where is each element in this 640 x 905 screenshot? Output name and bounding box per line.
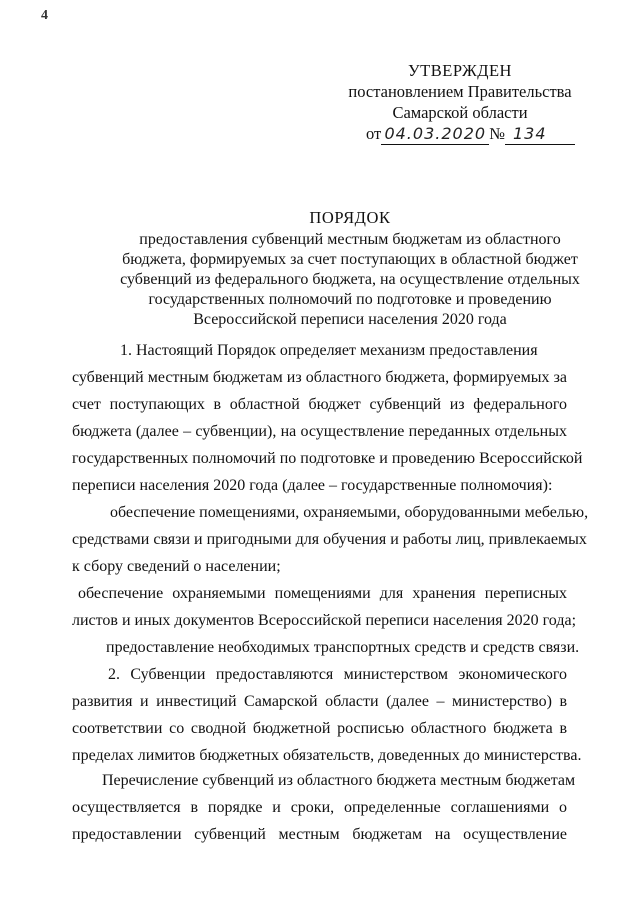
approval-date-line (340, 123, 580, 145)
body-line: Перечисление субвенций из областного бюджета местным бюджетам (102, 772, 576, 789)
body-line: развития и инвестиций Самарской области (далее – министерство) в (72, 693, 567, 710)
body-line: предоставление необходимых транспортных средств и средств связи. (106, 639, 580, 656)
approval-line-2: Самарской области (392, 103, 528, 122)
corner-page-mark: 4 (41, 8, 48, 23)
approval-heading: УТВЕРЖДЕН (408, 61, 512, 80)
body-line: листов и иных документов Всероссийской переписи населения 2020 года; (72, 612, 577, 629)
body-line: 2. Субвенции предоставляются министерством экономического (108, 666, 567, 683)
subtitle-line: субвенций из федерального бюджета, на осуществление отдельных (120, 271, 580, 288)
body-line: 1. Настоящий Порядок определяет механизм предоставления (120, 342, 538, 359)
body-line: обеспечение помещениями, охраняемыми, оборудованными мебелью, (110, 504, 589, 521)
body-line: предоставлении субвенций местным бюджетам на осуществление (72, 826, 567, 843)
subtitle-line: Всероссийской переписи населения 2020 года (193, 311, 507, 328)
subtitle-line: государственных полномочий по подготовке и проведению (148, 291, 552, 308)
body-line: государственных полномочий по подготовке и проведению Всероссийской (72, 450, 583, 467)
body-line: пределах лимитов бюджетных обязательств, доведенных до министерства. (72, 747, 582, 764)
body-line: переписи населения 2020 года (далее – государственные полномочия): (72, 477, 553, 494)
approval-line-1: постановлением Правительства (348, 82, 572, 101)
subtitle-line: предоставления субвенций местным бюджетам из областного (139, 231, 561, 248)
body-line: субвенций местным бюджетам из областного бюджета, формируемых за (72, 369, 567, 386)
document-title: ПОРЯДОК (309, 208, 391, 227)
subtitle-line: бюджета, формируемых за счет поступающих в областной бюджет (122, 251, 578, 268)
body-line: средствами связи и пригодными для обучения и работы лиц, привлекаемых (72, 531, 587, 548)
date-prefix: от (366, 124, 382, 143)
handwritten-number: 134 (505, 123, 575, 145)
body-line: бюджета (далее – субвенции), на осуществление переданных отдельных (72, 423, 567, 440)
number-prefix: № (489, 124, 505, 143)
body-line: осуществляется в порядке и сроки, определенные соглашениями о (72, 799, 567, 816)
body-line: счет поступающих в областной бюджет субвенций из федерального (72, 396, 567, 413)
body-line: соответствии со сводной бюджетной росписью областного бюджета в (72, 720, 567, 737)
handwritten-date: 04.03.2020 (381, 123, 489, 145)
body-line: обеспечение охраняемыми помещениями для хранения переписных (78, 585, 567, 602)
body-line: к сбору сведений о населении; (72, 558, 281, 575)
approval-stamp-block (340, 60, 580, 145)
document-subtitle (80, 230, 620, 330)
